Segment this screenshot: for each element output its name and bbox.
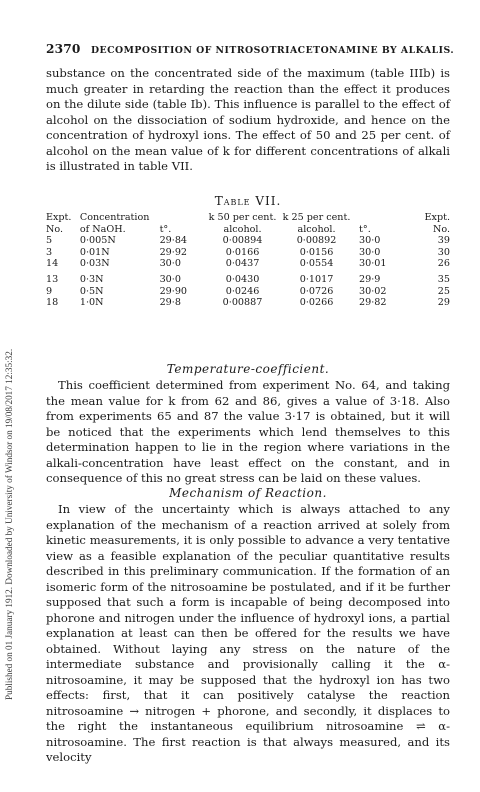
cell-k50: 0·0437 [225,258,260,270]
cell-k50: 0·0246 [225,285,260,297]
section-title-temperature: Temperature-coefficient. [166,362,330,376]
paragraph-mechanism: In view of the uncertainty which is always attached to any explanation of the mechanism of a reaction arrived at solely from kinetic measurements, it is only possible to advance a very tentative view as a feasible explanation of the peculiar quantitative results described in this preliminary communication. If the formation of an isomeric form of the nitrosoamine be postulated, and if it be further supposed that such a form is incapable of being decomposed into phorone and nitrogen under the influence of hydroxyl ions, a partial explanation at least can then be offered for the results we have obtained. Without laying any stress on the nature of the intermediate substance and provisionally calling it the α-nitrosoamine, it may be supposed that the hydroxyl ion has two effects: first, that it can positively catalyse the reaction nitrosoamine → nitrogen + phorone, and secondly, it displaces to the right the instantaneous equilibrium nitrosoamine ⇌ α-nitrosoamine. The first reaction is that always measured, and its velocity [46,502,450,764]
cell-temp2: 29·82 [359,297,387,309]
cell-temp2: 30·01 [359,258,387,270]
cell-conc: 0·3N [79,273,104,285]
cell-temp: 29·92 [159,246,188,258]
cell-expt: 14 [46,258,59,270]
cell-expt2: 30 [437,246,450,258]
table-header-row [46,212,450,235]
cell-temp2: 30·0 [359,235,381,247]
cell-temp: 29·84 [159,235,188,247]
table-row [46,270,450,286]
cell-expt2: 25 [437,285,450,297]
cell-k25: 0·0266 [299,297,334,309]
cell-expt: 18 [46,297,59,309]
cell-conc: 1·0N [79,297,104,309]
cell-expt2: 26 [437,258,450,270]
table-row [46,297,450,309]
cell-temp: 29·90 [159,285,188,297]
table-row [46,258,450,270]
header-k-50: k 50 per cent. alcohol. [208,212,277,235]
header-temperature: t°. [159,223,172,235]
cell-expt2: 29 [437,297,450,309]
cell-conc: 0·01N [79,246,110,258]
header-concentration: Concentration of NaOH. [79,212,150,235]
cell-k50: 0·0430 [225,273,260,285]
cell-temp2: 29·9 [359,273,381,285]
cell-conc: 0·5N [79,285,104,297]
table-row [46,286,450,298]
cell-expt: 13 [46,273,59,285]
paragraph-intro: substance on the concentrated side of the maximum (table IIIb) is much greater in retarding the reaction than the effect it produces on the dilute side (table Ib). This influence is parallel to the effect of alcohol on the dissociation of sodium hydroxide, and hence on the concentration of hydroxyl ions. The effect of 50 and 25 per cent. of alcohol on the mean value of k for different concentrations of alkali is illustrated in table VII. [46,66,450,173]
cell-conc: 0·03N [79,258,110,270]
download-watermark-text: Published on 01 January 1912. Downloaded by University of Windsor on 19/08/2017 12:35:32. [4,348,14,700]
cell-k50: 0·00894 [222,235,263,247]
cell-temp: 30·0 [159,258,181,270]
running-title: DECOMPOSITION OF NITROSOTRIACETONAMINE BY ALKALIS. [90,45,455,56]
table-row [46,235,450,247]
page-number: 2370 [46,42,81,56]
header-temperature-2: t°. [359,223,371,235]
cell-conc: 0·005N [79,235,116,247]
running-header [46,42,454,56]
table-caption: Table VII. [214,194,282,208]
cell-k25: 0·0726 [299,285,334,297]
header-k-25: k 25 per cent. alcohol. [282,212,351,235]
cell-k25: 0·1017 [299,273,334,285]
cell-expt2: 39 [437,235,450,247]
cell-expt: 3 [46,246,53,258]
cell-expt2: 35 [437,273,450,285]
header-expt-no: Expt. No. [46,212,72,235]
cell-temp: 30·0 [159,273,181,285]
cell-k25: 0·0554 [299,258,334,270]
header-expt-no-2: Expt. No. [424,212,450,235]
cell-expt: 5 [46,235,53,247]
cell-k25: 0·00892 [296,235,337,247]
cell-expt: 9 [46,285,53,297]
section-title-mechanism: Mechanism of Reaction. [169,486,327,500]
download-watermark [4,60,16,700]
cell-k50: 0·0166 [225,246,260,258]
table-row [46,247,450,259]
cell-temp2: 30·0 [359,246,381,258]
cell-k50: 0·00887 [222,297,263,309]
cell-temp: 29·8 [159,297,181,309]
data-table [46,212,450,309]
paragraph-temperature: This coefficient determined from experiment No. 64, and taking the mean value for k from 62 and 86, gives a value of 3·18. Also from experiments 65 and 87 the value 3·17 is obtained, but it will be noticed that the experiments which lend themselves to this determination happen to lie in the region where variations in the alkali-concentration have least effect on the constant, and in consequence of this no great stress can be laid on these values. [46,378,450,485]
cell-temp2: 30·02 [359,285,387,297]
cell-k25: 0·0156 [299,246,334,258]
